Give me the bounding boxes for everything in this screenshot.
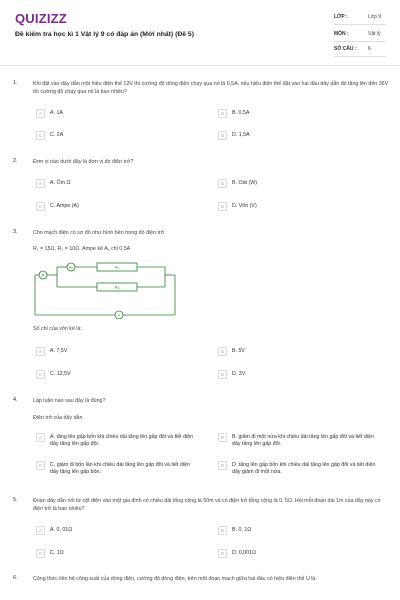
meta-divider [334, 41, 386, 42]
option-text: D. 1,5A [232, 132, 250, 138]
question-number: 5. [13, 497, 18, 503]
question-prompt: Điện trở của dây dẫn [33, 415, 83, 421]
option-letter-box: C [36, 131, 45, 140]
r2-label: R₂ [114, 284, 120, 290]
option-text: C. 1Ω [50, 550, 64, 556]
option-c[interactable] [36, 201, 196, 213]
option-letter-box: A [36, 433, 45, 442]
question-prompt: Số chỉ của vôn kế là: [33, 326, 82, 332]
option-text: D. 3V [232, 371, 246, 377]
option-c[interactable] [36, 130, 196, 142]
option-c[interactable] [36, 548, 196, 560]
voltmeter-v-label: V [117, 312, 121, 318]
option-text: C. 2A [50, 132, 64, 138]
option-letter-box: B [218, 433, 227, 442]
option-a[interactable] [36, 108, 196, 120]
option-c[interactable] [36, 460, 196, 480]
meta-count-label: SỐ CÂU : [334, 46, 357, 52]
meta-count-value: 6 [368, 46, 371, 52]
meta-subject-value: Vật lý [368, 31, 381, 37]
option-letter-box: C [36, 461, 45, 470]
option-text: D. tăng lên gấp bốn khi chiều dài tăng lên gấp đôi và tiết diện dây giảm đi một nửa. [232, 462, 376, 475]
question-number: 6. [13, 575, 18, 581]
option-b[interactable] [218, 108, 378, 120]
option-b[interactable] [218, 346, 378, 358]
option-d[interactable] [218, 548, 378, 560]
meta-class-value: Lớp 9 [368, 14, 382, 20]
option-d[interactable] [218, 460, 378, 480]
option-a[interactable] [36, 525, 196, 537]
quizizz-logo: QUIZIZZ [15, 11, 67, 26]
option-letter-box: C [36, 370, 45, 379]
option-b[interactable] [218, 525, 378, 537]
option-letter-box: D [218, 549, 227, 558]
meta-divider [334, 24, 386, 25]
option-text: A. 1A [50, 110, 63, 116]
option-text: C. 12,5V [50, 371, 71, 377]
option-b[interactable] [218, 432, 378, 452]
option-text: D. Vôn (V) [232, 203, 257, 209]
ammeter-a1-label: A₁ [68, 264, 74, 270]
option-text: B. 0,5A [232, 110, 250, 116]
option-letter-box: A [36, 526, 45, 535]
meta-divider [334, 56, 386, 57]
option-letter-box: A [36, 109, 45, 118]
option-text: A. 7,5V [50, 348, 68, 354]
option-letter-box: D [218, 461, 227, 470]
option-text: D. 0,001Ω [232, 550, 256, 556]
question-number: 4. [13, 397, 18, 403]
option-a[interactable] [36, 178, 196, 190]
option-a[interactable] [36, 346, 196, 358]
question-given: R₁ = 15Ω, R₂ = 10Ω. Ampe kế A₁ chỉ 0,5A [33, 246, 131, 252]
option-letter-box: D [218, 202, 227, 211]
question-text: Đoạn dây dẫn nối từ cột điện vào một gia đình có chiều dài tổng cộng là 50m và có điện trở tổng cộng là 0, 5Ω. Hỏi mỗi đoạn dài 1m của dây này có điện trở là bao nhiêu? [33, 498, 381, 512]
page-header [0, 0, 400, 66]
question-text: Đơn vị nào dưới đây là đơn vị đo điện trở? [33, 159, 134, 165]
question-text: Khi đặt vào dây dẫn một hiệu điện thế 12V thì cường độ dòng điện chạy qua nó là 0,5A. nếu hiệu điện thế đặt vào hai đầu dây dẫn đó tăng lên đến 36V thì cường độ chạy qua nó là bao nhiêu? [33, 81, 389, 95]
option-d[interactable] [218, 201, 378, 213]
meta-class-label: LỚP : [334, 14, 348, 20]
question-number: 1. [13, 80, 18, 86]
question-text: Cho mạch điện có sơ đồ như hình bên trong đó điện trở [33, 230, 165, 236]
option-a[interactable] [36, 432, 196, 452]
question-number: 2. [13, 158, 18, 164]
document-title: Đề kiểm tra học kì 1 Vật lý 9 có đáp án (Mới nhất) (Đề 5) [15, 31, 194, 38]
option-text: A. 0, 01Ω [50, 527, 73, 533]
option-d[interactable] [218, 369, 378, 381]
option-letter-box: B [218, 179, 227, 188]
question-text: Công thức liên hệ công suất của dòng điện, cường độ dòng điện, trên một đoạn mạch giữa hai đầu có hiệu điện thế U là: [33, 576, 317, 582]
circuit-diagram [33, 257, 183, 319]
option-letter-box: A [36, 179, 45, 188]
r1-label: R₁ [114, 264, 120, 270]
option-text: B. Oát (W) [232, 180, 258, 186]
option-letter-box: A [36, 347, 45, 356]
option-b[interactable] [218, 178, 378, 190]
option-text: A. tăng lên gấp bốn khi chiều dài tăng lên gấp đôi và tiết diện dây tăng lên gấp đôi. [50, 434, 194, 447]
option-text: B. 0, 1Ω [232, 527, 252, 533]
option-letter-box: D [218, 370, 227, 379]
option-text: A. Ôm Ω [50, 180, 71, 186]
option-letter-box: B [218, 109, 227, 118]
option-d[interactable] [218, 130, 378, 142]
option-letter-box: C [36, 549, 45, 558]
option-letter-box: B [218, 526, 227, 535]
option-letter-box: C [36, 202, 45, 211]
option-text: B. 5V [232, 348, 245, 354]
option-c[interactable] [36, 369, 196, 381]
option-text: B. giảm đi một nửa khi chiều dài tăng lên gấp đôi và tiết diện dây tăng lên gấp đôi. [232, 434, 374, 447]
option-letter-box: B [218, 347, 227, 356]
question-number: 3. [13, 229, 18, 235]
option-text: C. giảm đi bốn lần khi chiều dài tăng lên gấp đôi và tiết diện dây tăng lên gấp bốn. [50, 462, 190, 475]
option-letter-box: D [218, 131, 227, 140]
meta-subject-label: MÔN : [334, 31, 349, 37]
option-text: C. Ampe (A) [50, 203, 79, 209]
ammeter-a-label: A [41, 272, 45, 278]
question-text: Lập luận nào sau đây là đúng? [33, 398, 106, 404]
